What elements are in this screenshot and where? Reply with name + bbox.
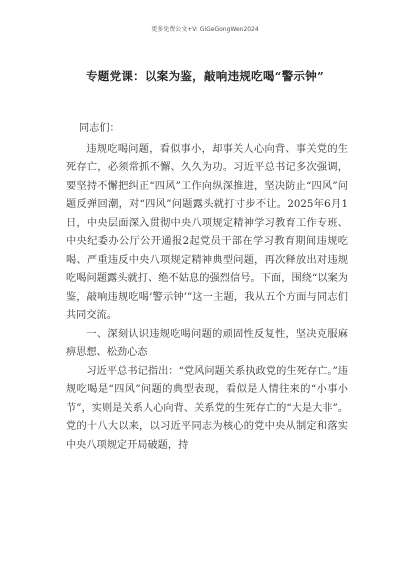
document-body [66, 120, 348, 455]
intro-paragraph: 违规吃喝问题，看似事小，却事关人心向背、事关党的生死存亡，必须常抓不懈、久久为功。习近平总书记多次强调，要坚持不懈把纠正“四风”工作向纵深推进，坚决防止“四风”问题反弹回潮，对“四风”问题露头就打寸步不让。2025年6月1日，中央层面深入贯彻中央八项规定精神学习教育工作专班、中央纪委办公厅公开通报2起党员干部在学习教育期间违规吃喝、严重违反中央八项规定精神典型问题，再次释放出对违规吃喝问题露头就打、绝不姑息的强烈信号。下面，围绕“以案为鉴，敲响违规吃喝‘警示钟’”这一主题，我从五个方面与同志们共同交流。 [66, 143, 348, 321]
header-note: 更多免费公文+V: GiGeGongWen2024 [151, 26, 259, 33]
section-paragraph-1: 习近平总书记指出：“党风问题关系执政党的生死存亡。”违规吃喝是“四风”问题的典型表现，看似是人情往来的“小事小节”，实则是关系人心向背、关系党的生死存亡的“大是大非”。党的十八大以来，以习近平同志为核心的党中央从制定和落实中央八项规定开局破题，持 [66, 365, 348, 451]
document-title: 专题党课：以案为鉴，敲响违规吃喝“警示钟” [85, 69, 325, 83]
salutation: 同志们： [79, 123, 120, 134]
section-heading-1: 一、深刻认识违规吃喝问题的顽固性反复性，坚决克服麻痹思想、松劲心态 [66, 328, 348, 358]
